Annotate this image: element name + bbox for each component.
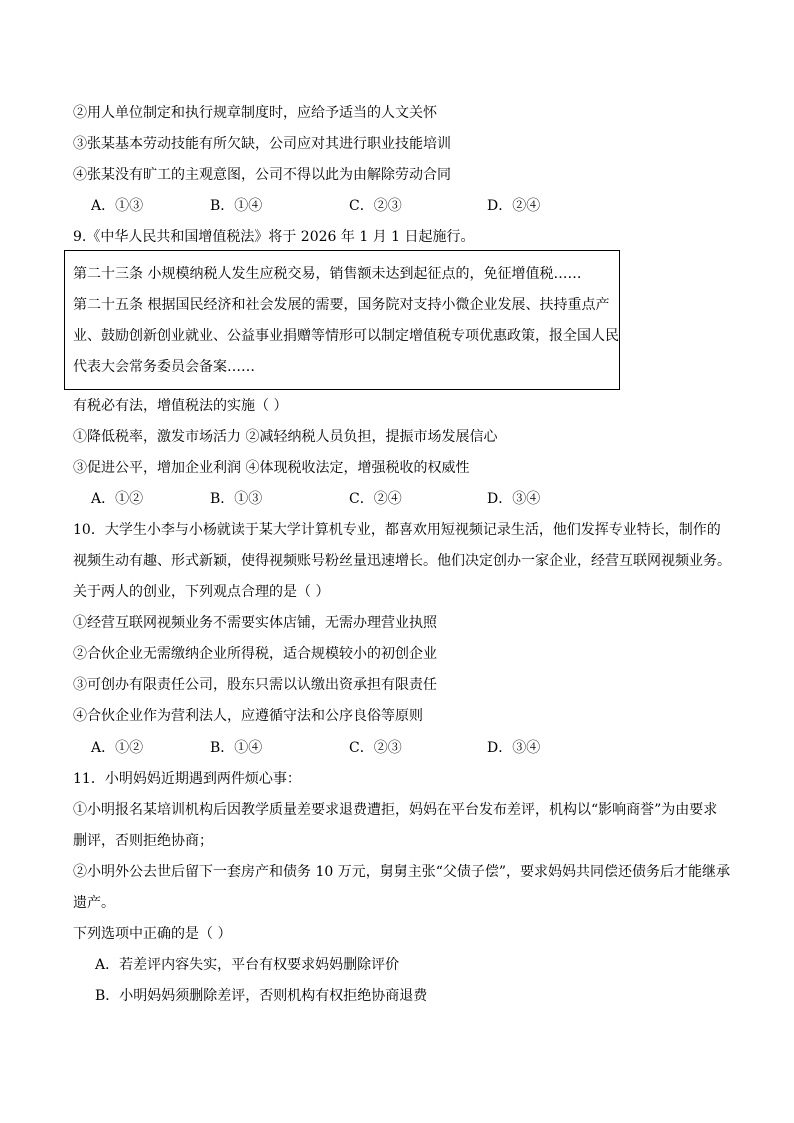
q11-option-a: A．若差评内容失实，平台有权要求妈妈删除评价 xyxy=(95,957,400,973)
q10-stem-line-3: 关于两人的创业，下列观点合理的是（ ） xyxy=(73,584,330,600)
q10-statement-4: ④合伙企业作为营利法人，应遵循守法和公序良俗等原则 xyxy=(73,708,423,724)
q10-option-d: D．③④ xyxy=(487,740,541,756)
q9-box-line-1: 第二十三条 小规模纳税人发生应税交易，销售额未达到起征点的，免征增值税…… xyxy=(73,266,582,282)
q8-statement-2: ②用人单位制定和执行规章制度时，应给予适当的人文关怀 xyxy=(73,105,437,121)
q10-stem-line-1: 10．大学生小李与小杨就读于某大学计算机专业，都喜欢用短视频记录生活，他们发挥专业特长，制作的 xyxy=(73,522,721,538)
q9-statements-3-4: ③促进公平，增加企业利润 ④体现税收法定，增强税收的权威性 xyxy=(73,460,470,476)
q10-statement-1: ①经营互联网视频业务不需要实体店铺，无需办理营业执照 xyxy=(73,615,437,631)
q10-option-a: A．①② xyxy=(91,740,144,756)
q11-option-b: B．小明妈妈须删除差评，否则机构有权拒绝协商退费 xyxy=(95,988,428,1004)
q10-statement-3: ③可创办有限责任公司，股东只需以认缴出资承担有限责任 xyxy=(73,677,437,693)
q9-law-excerpt-box xyxy=(64,250,620,390)
q9-option-c: C．②④ xyxy=(349,491,402,507)
q11-case-1-line-2: 删评，否则拒绝协商； xyxy=(73,833,213,849)
q9-box-line-2: 第二十五条 根据国民经济和社会发展的需要，国务院对支持小微企业发展、扶持重点产 xyxy=(73,297,610,313)
q11-case-1-line-1: ①小明报名某培训机构后因教学质量差要求退费遭拒，妈妈在平台发布差评，机构以“影响商誉”为由要求 xyxy=(73,802,718,818)
q8-option-d: D．②④ xyxy=(487,198,541,214)
q9-option-d: D．③④ xyxy=(487,491,541,507)
q8-statement-4: ④张某没有旷工的主观意图，公司不得以此为由解除劳动合同 xyxy=(73,167,451,183)
q11-question: 下列选项中正确的是（ ） xyxy=(73,926,232,942)
q9-option-a: A．①② xyxy=(91,491,144,507)
q9-box-line-3: 业、鼓励创新创业就业、公益事业捐赠等情形可以制定增值税专项优惠政策，报全国人民 xyxy=(73,328,619,344)
q8-statement-3: ③张某基本劳动技能有所欠缺，公司应对其进行职业技能培训 xyxy=(73,136,451,152)
q9-option-b: B．①③ xyxy=(210,491,263,507)
q10-stem-line-2: 视频生动有趣、形式新颖，使得视频账号粉丝量迅速增长。他们决定创办一家企业，经营互联网视频业务。 xyxy=(73,553,731,569)
q8-option-c: C．②③ xyxy=(349,198,402,214)
q9-box-line-4: 代表大会常务委员会备案…… xyxy=(73,359,255,375)
q9-question: 有税必有法，增值税法的实施（ ） xyxy=(73,398,288,414)
q9-statements-1-2: ①降低税率，激发市场活力 ②减轻纳税人员负担，提振市场发展信心 xyxy=(73,429,498,445)
q11-case-2-line-2: 遗产。 xyxy=(73,895,115,911)
q11-stem: 11．小明妈妈近期遇到两件烦心事： xyxy=(73,771,301,787)
q10-statement-2: ②合伙企业无需缴纳企业所得税，适合规模较小的初创企业 xyxy=(73,646,437,662)
q10-option-c: C．②③ xyxy=(349,740,402,756)
q8-option-b: B．①④ xyxy=(210,198,263,214)
q10-option-b: B．①④ xyxy=(210,740,263,756)
q9-stem: 9.《中华人民共和国增值税法》将于 2026 年 1 月 1 日起施行。 xyxy=(73,229,475,245)
q11-case-2-line-1: ②小明外公去世后留下一套房产和债务 10 万元，舅舅主张“父债子偿”，要求妈妈共同偿还债务后才能继承 xyxy=(73,864,731,880)
q8-option-a: A．①③ xyxy=(91,198,144,214)
